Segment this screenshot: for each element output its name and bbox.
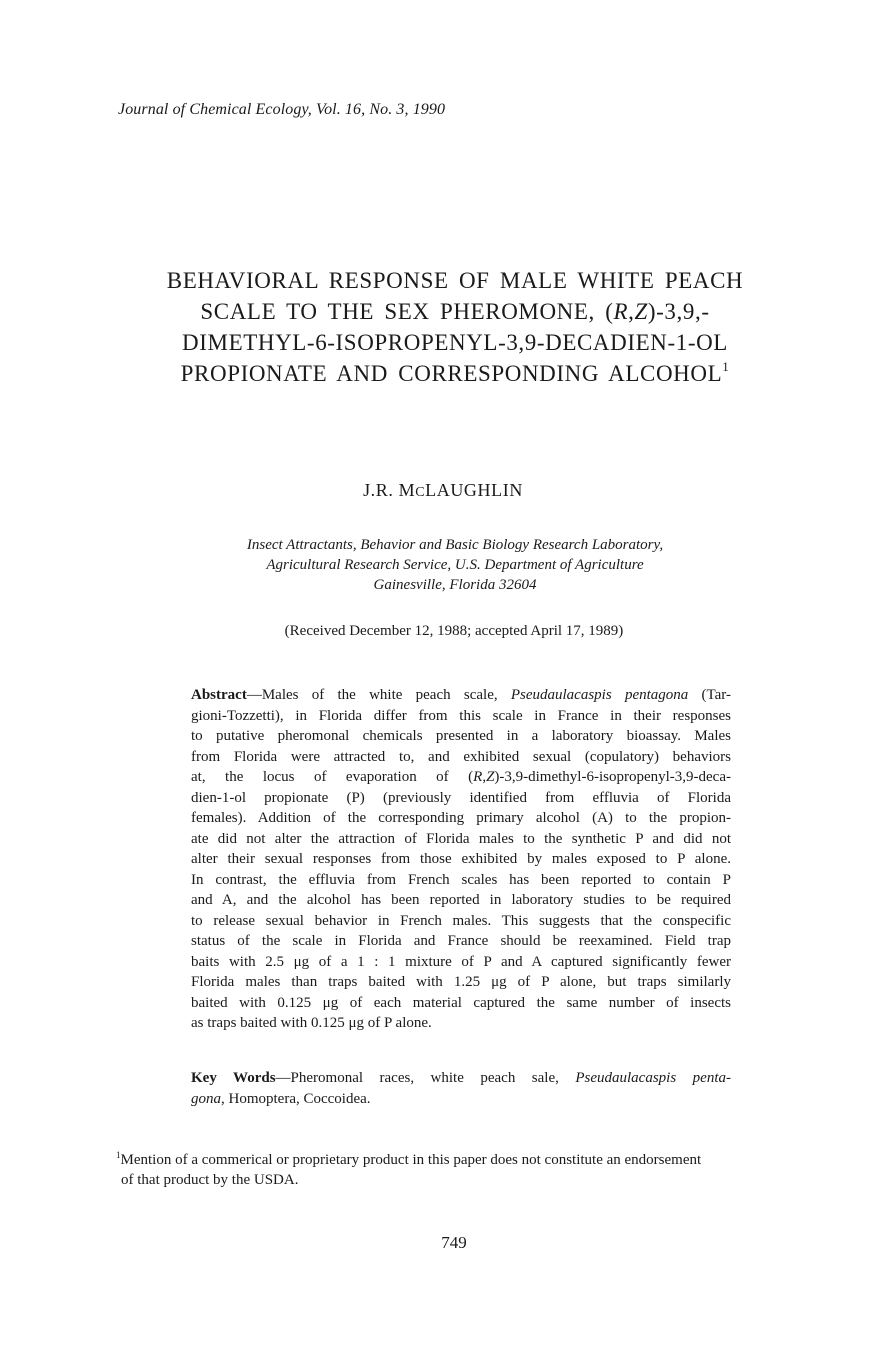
title-footnote-marker: 1	[722, 359, 730, 374]
abstract-italic-z: Z	[486, 769, 495, 785]
abstract-line	[191, 767, 731, 788]
author-initials: J.R. M	[363, 480, 416, 500]
footnote-line-2: of that product by the USDA.	[121, 1172, 299, 1188]
abstract-label: Abstract	[191, 687, 247, 703]
abstract-line: In contrast, the effluvia from French scales has been reported to contain P	[191, 871, 731, 888]
abstract-line: baits with 2.5 μg of a 1 : 1 mixture of P and A captured significantly fewer	[191, 953, 731, 970]
abstract-line: ate did not alter the attraction of Florida males to the synthetic P and did not	[191, 830, 731, 847]
page-number: 749	[441, 1233, 467, 1252]
title-line-1: BEHAVIORAL RESPONSE OF MALE WHITE PEACH	[166, 268, 744, 293]
article-title	[120, 265, 790, 389]
abstract-line-1-end: (Tar-	[688, 687, 731, 703]
title-line-4-text: PROPIONATE AND CORRESPONDING ALCOHOL	[180, 361, 723, 386]
abstract-line-1-text: —Males of the white peach scale,	[246, 687, 511, 703]
abstract-line-5-end: )-3,9-dimethyl-6-isopropenyl-3,9-deca-	[494, 769, 731, 785]
abstract-line: Florida males than traps baited with 1.25 μg of P alone, but traps similarly	[191, 974, 731, 990]
footnote-line-1	[116, 1150, 796, 1170]
title-line-2-end: )-3,9,-	[647, 299, 710, 324]
key-words-line-1	[191, 1068, 731, 1089]
abstract-line: to putative pheromonal chemicals presented in a laboratory bioassay. Males	[191, 728, 731, 744]
affiliation-line-3: Gainesville, Florida 32604	[373, 577, 537, 593]
abstract-comma: ,	[482, 769, 487, 785]
title-italic-z: Z	[634, 299, 648, 324]
abstract-line	[191, 685, 731, 706]
title-line-3: DIMETHYL-6-ISOPROPENYL-3,9-DECADIEN-1-OL	[182, 330, 728, 355]
key-words-label: Key Words	[191, 1070, 276, 1086]
abstract-line: to release sexual behavior in French males. This suggests that the conspecific	[191, 912, 731, 929]
abstract-line: gioni-Tozzetti), in Florida differ from this scale in France in their responses	[191, 707, 731, 724]
key-words-species: Pseudaulacaspis penta-	[575, 1070, 731, 1086]
title-line-2	[120, 296, 790, 327]
footnote-marker: 1	[116, 1150, 121, 1160]
received-dates: (Received December 12, 1988; accepted April 17, 1989)	[284, 623, 624, 639]
abstract-line: and A, and the alcohol has been reported in laboratory studies to be required	[191, 892, 731, 908]
author-name	[0, 480, 886, 501]
abstract-line: status of the scale in Florida and France should be reexamined. Field trap	[191, 933, 731, 949]
key-words	[191, 1068, 731, 1110]
key-words-line-2	[191, 1089, 731, 1110]
title-line-4	[120, 358, 790, 389]
abstract	[191, 685, 731, 1034]
author-surname: LAUGHLIN	[425, 480, 523, 500]
abstract-species: Pseudaulacaspis pentagona	[510, 687, 689, 703]
abstract-line: from Florida were attracted to, and exhibited sexual (copulatory) behaviors	[191, 748, 731, 765]
key-words-species-cont: gona	[191, 1091, 221, 1107]
affiliation	[180, 535, 730, 595]
affiliation-line-1: Insect Attractants, Behavior and Basic Biology Research Laboratory,	[246, 537, 664, 553]
abstract-line: baited with 0.125 μg of each material captured the same number of insects	[191, 994, 731, 1011]
title-line-2-text: SCALE TO THE SEX PHEROMONE, (	[200, 299, 614, 324]
abstract-line: as traps baited with 0.125 μg of P alone.	[191, 1015, 432, 1031]
footnote-text: Mention of a commerical or proprietary product in this paper does not constitute an endorsement	[120, 1152, 702, 1168]
footnote	[116, 1150, 796, 1190]
key-words-text: —Pheromonal races, white peach sale,	[275, 1070, 576, 1086]
key-words-end: , Homoptera, Coccoidea.	[221, 1091, 371, 1107]
abstract-line: females). Addition of the corresponding primary alcohol (A) to the propion-	[191, 810, 731, 826]
abstract-line-5-text: at, the locus of evaporation of (	[191, 769, 474, 785]
abstract-line: alter their sexual responses from those exhibited by males exposed to P alone.	[191, 851, 731, 867]
title-comma: ,	[628, 299, 635, 324]
abstract-italic-r: R	[473, 769, 483, 785]
title-italic-r: R	[613, 299, 629, 324]
affiliation-line-2: Agricultural Research Service, U.S. Department of Agriculture	[266, 557, 644, 573]
abstract-line: dien-1-ol propionate (P) (previously identified from effluvia of Florida	[191, 789, 731, 806]
journal-header: Journal of Chemical Ecology, Vol. 16, No. 3, 1990	[118, 101, 446, 118]
author-smallcap: C	[415, 485, 426, 500]
